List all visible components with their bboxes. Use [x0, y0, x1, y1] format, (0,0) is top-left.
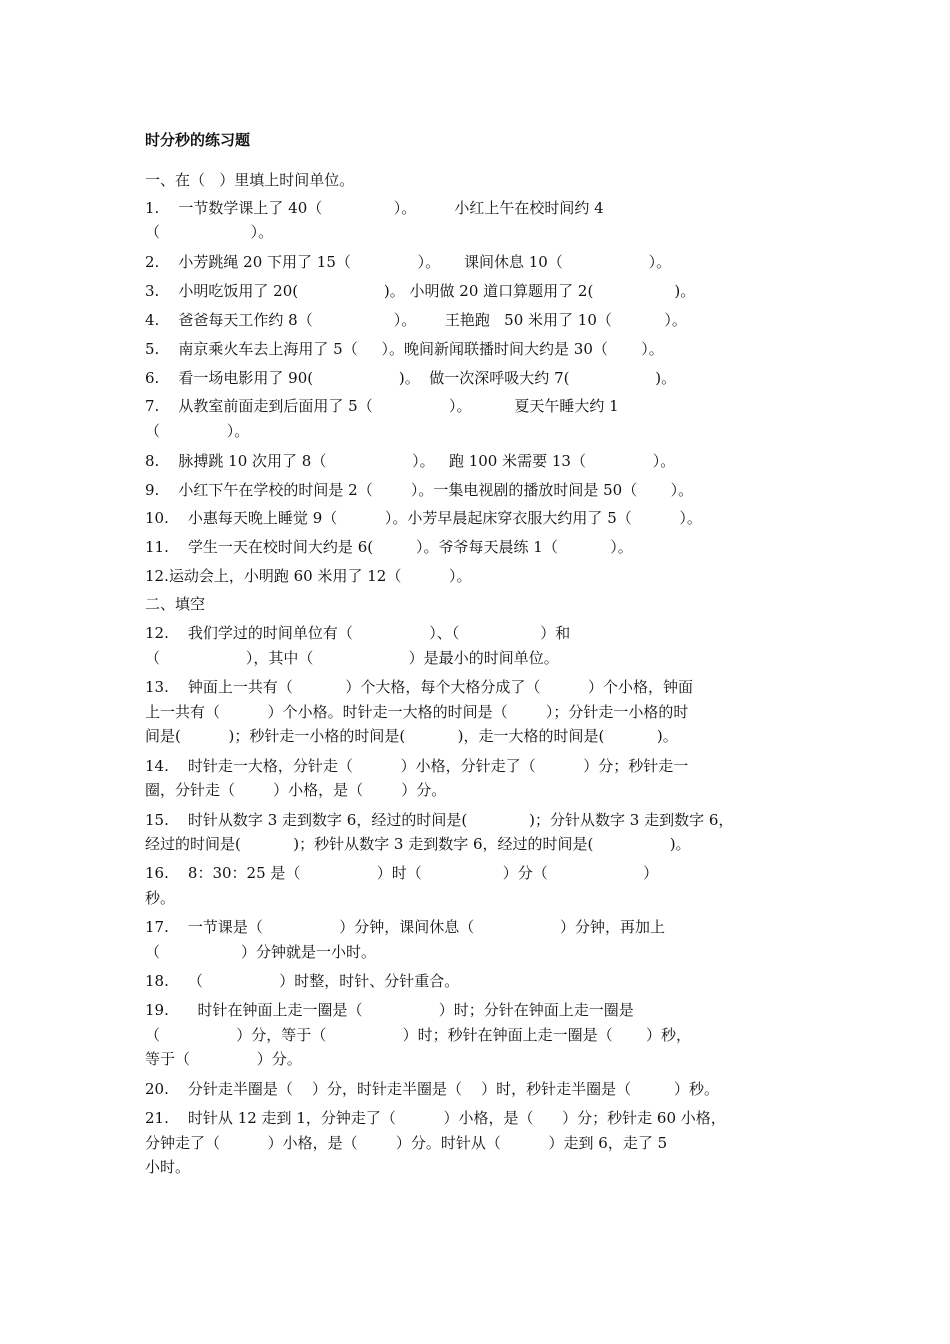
question-line: 10. 小惠每天晚上睡觉 9（ ）。小芳早晨起床穿衣服大约用了 5（ ）。 — [145, 509, 702, 527]
question-line: 9. 小红下午在学校的时间是 2（ ）。一集电视剧的播放时间是 50（ ）。 — [145, 481, 694, 499]
question-line: 18. （ ）时整，时针、分针重合。 — [145, 972, 460, 990]
question-line: 秒。 — [145, 889, 176, 907]
question-line: 12.运动会上，小明跑 60 米用了 12（ ）。 — [145, 567, 472, 585]
question-line: 5. 南京乘火车去上海用了 5（ ）。晚间新闻联播时间大约是 30（ ）。 — [145, 340, 664, 358]
question-line: 17. 一节课是（ ）分钟，课间休息（ ）分钟，再加上 — [145, 918, 666, 936]
question-line: 圈，分针走（ ）小格，是（ ）分。 — [145, 781, 447, 799]
question-line: 等于（ ）分。 — [145, 1050, 302, 1068]
question-line: 11. 学生一天在校时间大约是 6( ）。爷爷每天晨练 1（ ）。 — [145, 538, 633, 556]
question-line: （ ），其中（ ）是最小的时间单位。 — [145, 649, 559, 667]
question-line: （ ）。 — [145, 422, 250, 440]
question-line: 16. 8：30：25 是（ ）时（ ）分（ ） — [145, 864, 659, 882]
question-line: 2. 小芳跳绳 20 下用了 15（ ）。 课间休息 10（ ）。 — [145, 253, 672, 271]
question-line: 19. 时针在钟面上走一圈是（ ）时；分针在钟面上走一圈是 — [145, 1001, 634, 1019]
question-line: 经过的时间是( )；秒针从数字 3 走到数字 6，经过的时间是( )。 — [145, 835, 691, 853]
question-line: 1. 一节数学课上了 40（ ）。 小红上午在校时间约 4 — [145, 199, 604, 217]
question-line: 小时。 — [145, 1158, 191, 1176]
question-line: （ ）。 — [145, 223, 274, 241]
question-line: 上一共有（ ）个小格。时针走一大格的时间是（ ）；分针走一小格的时 — [145, 703, 689, 721]
question-line: 20. 分针走半圈是（ ）分，时针走半圈是（ ）时，秒针走半圈是（ ）秒。 — [145, 1080, 719, 1098]
question-line: 13. 钟面上一共有（ ）个大格，每个大格分成了（ ）个小格，钟面 — [145, 678, 694, 696]
question-line: 分钟走了（ ）小格，是（ ）分。时针从（ ）走到 6，走了 5 — [145, 1134, 668, 1152]
question-line: 6. 看一场电影用了 90( )。 做一次深呼吸大约 7( )。 — [145, 369, 677, 387]
question-line: 3. 小明吃饭用了 20( )。 小明做 20 道口算题用了 2( )。 — [145, 282, 696, 300]
section-2-heading: 二、填空 — [145, 595, 206, 613]
question-line: 7. 从教室前面走到后面用了 5（ ）。 夏天午睡大约 1 — [145, 397, 619, 415]
section-1-heading: 一、在（ ）里填上时间单位。 — [145, 171, 355, 189]
question-line: 14. 时针走一大格，分针走（ ）小格，分针走了（ ）分；秒针走一 — [145, 757, 689, 775]
question-line: （ ）分，等于（ ）时；秒针在钟面上走一圈是（ ）秒， — [145, 1026, 691, 1044]
question-line: 15. 时针从数字 3 走到数字 6，经过的时间是( )；分针从数字 3 走到数字 6， — [145, 811, 734, 829]
question-line: 21. 时针从 12 走到 1，分钟走了（ ）小格，是（ ）分；秒针走 60 小格， — [145, 1109, 726, 1127]
question-line: 12. 我们学过的时间单位有（ ）、（ ）和 — [145, 624, 571, 642]
question-line: 8. 脉搏跳 10 次用了 8（ ）。 跑 100 米需要 13（ ）。 — [145, 452, 676, 470]
question-line: 4. 爸爸每天工作约 8（ ）。 王艳跑 50 米用了 10（ ）。 — [145, 311, 687, 329]
question-line: （ ）分钟就是一小时。 — [145, 943, 377, 961]
question-line: 间是( )；秒针走一小格的时间是( )，走一大格的时间是( )。 — [145, 727, 678, 745]
page-title: 时分秒的练习题 — [145, 131, 251, 149]
